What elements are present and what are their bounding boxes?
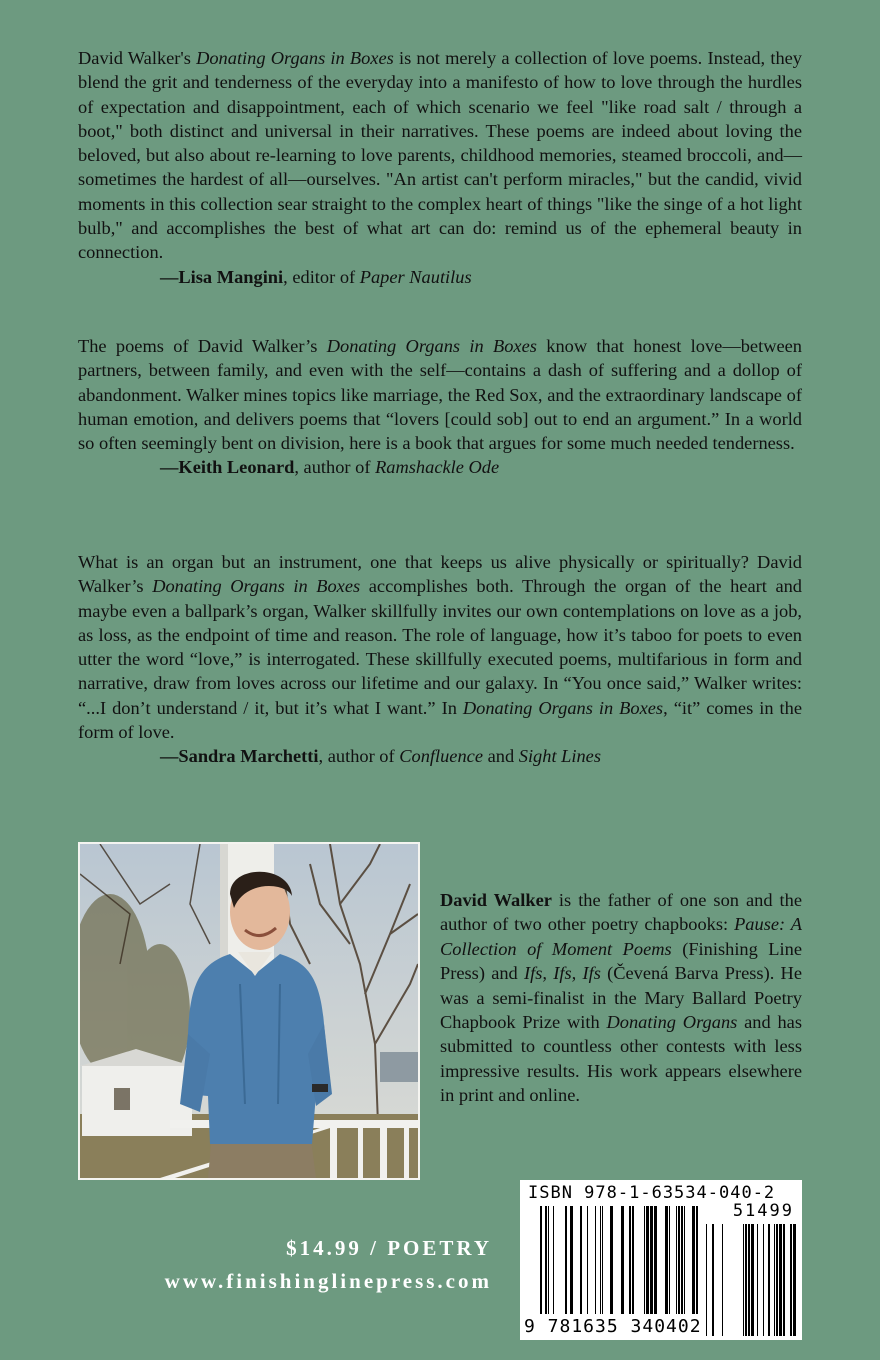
price-and-website xyxy=(165,1232,492,1298)
blurb-text: David Walker's Donating Organs in Boxes is not merely a collection of love poems. Instead, they blend the grit and tenderness of the everyday into a manifesto of how to love through the hurdles of expectation and disappointment, each of which scenario we feel "like road salt / through a boot," both distinct and universal in their narratives. These poems are indeed about loving the beloved, but also about re-learning to love parents, childhood memories, steamed broccoli, and—sometimes the hardest of all—ourselves. "An artist can't perform miracles," but the candid, vivid moments in this collection sear straight to the complex heart of things "like the singe of a hot light bulb," and accomplishes the best of what art can do: remind us of the ephemeral beauty in connection. xyxy=(78,48,802,263)
barcode-bar xyxy=(570,1206,573,1314)
barcode-bar xyxy=(748,1224,750,1336)
isbn-barcode xyxy=(520,1180,802,1340)
barcode-bar xyxy=(632,1206,634,1314)
barcode-bar xyxy=(681,1206,683,1314)
barcode-price-code: 51499 xyxy=(732,1201,794,1221)
barcode-bar xyxy=(621,1206,624,1314)
barcode-bar xyxy=(790,1224,792,1336)
publisher-website: www.finishinglinepress.com xyxy=(164,1269,492,1293)
author-bio: David Walker is the father of one son and the author of two other poetry chapbooks: Pause: A Collection of Moment Poems (Finishing Line Press) and Ifs, Ifs, Ifs (Čevená Barva Press). He was a semi-finalist in the Mary Ballard Poetry Chapbook Prize with Donating Organs and has submitted to countless other contests with less impressive results. His work appears elsewhere in print and online. xyxy=(440,890,803,1106)
barcode-bar xyxy=(548,1206,549,1314)
barcode-bar xyxy=(665,1206,668,1314)
barcode-bar xyxy=(600,1206,601,1314)
blurb-attribution: —Keith Leonard, author of Ramshackle Ode xyxy=(160,457,500,478)
barcode-bar xyxy=(595,1206,596,1314)
barcode-bar xyxy=(553,1206,554,1314)
barcode-bar xyxy=(669,1206,670,1314)
barcode-bar xyxy=(793,1224,796,1336)
barcode-bar xyxy=(629,1206,631,1314)
barcode-bar xyxy=(602,1206,603,1314)
blurb-lisa-mangini xyxy=(78,46,802,289)
price-line: $14.99 / POETRY xyxy=(286,1236,492,1260)
barcode-bar xyxy=(712,1224,714,1336)
blurb-text: What is an organ but an instrument, one that keeps us alive physically or spiritually? David Walker’s Donating Organs in Boxes accomplishes both. Through the organ of the heart and maybe even a ballpark’s organ, Walker skillfully invites our own contemplations on love as a job, as loss, as the endpoint of time and reason. The role of language, how it’s taboo for poets to even utter the word “love,” is interrogated. These skillfully executed poems, multifarious in form and narrative, draw from loves across our lifetime and our galaxy. In “You once said,” Walker writes: “...I don’t understand / it, but it’s what I want.” In Donating Organs in Boxes, “it” comes in the form of love. xyxy=(78,552,803,743)
barcode-bar xyxy=(692,1206,695,1314)
barcode-bar xyxy=(706,1224,707,1336)
barcode-bar xyxy=(722,1224,723,1336)
barcode-bar xyxy=(545,1206,547,1314)
barcode-bar xyxy=(745,1224,747,1336)
barcode-digits: 9 781635 340402 xyxy=(524,1316,702,1337)
barcode-bar xyxy=(610,1206,613,1314)
barcode-bar xyxy=(743,1224,744,1336)
barcode-bar xyxy=(678,1206,680,1314)
barcode-bar xyxy=(783,1224,785,1336)
blurb-text: The poems of David Walker’s Donating Organs in Boxes know that honest love—between partners, between family, and even with the self—contains a dash of suffering and a dollop of abandonment. Walker mines topics like marriage, the Red Sox, and the extraordinary landscape of human emotion, and delivers poems that “lovers [could sob] out to end an argument.” In a world so often seemingly bent on division, here is a book that argues for some much needed tenderness. xyxy=(78,336,802,454)
blurb-keith-leonard xyxy=(78,334,802,479)
isbn-label: ISBN 978-1-63534-040-2 xyxy=(528,1183,776,1203)
barcode-bar xyxy=(751,1224,754,1336)
barcode-bar xyxy=(654,1206,657,1314)
barcode-bar xyxy=(684,1206,685,1314)
barcode-bar xyxy=(644,1206,645,1314)
blurb-sandra-marchetti xyxy=(78,550,802,768)
barcode-bar xyxy=(580,1206,582,1314)
barcode-bar xyxy=(763,1224,764,1336)
barcode-bar xyxy=(565,1206,567,1314)
barcode-bar xyxy=(540,1206,542,1314)
barcode-bar xyxy=(768,1224,770,1336)
barcode-bar xyxy=(757,1224,758,1336)
author-name: David Walker xyxy=(440,890,552,910)
barcode-bar xyxy=(776,1224,778,1336)
blurb-attribution: —Lisa Mangini, editor of Paper Nautilus xyxy=(160,266,472,287)
barcode-bar xyxy=(650,1206,653,1314)
barcode-bar xyxy=(696,1206,698,1314)
barcode-bar xyxy=(587,1206,588,1314)
barcode-bar xyxy=(646,1206,649,1314)
barcode-bar xyxy=(676,1206,677,1314)
blurb-attribution: —Sandra Marchetti, author of Confluence and Sight Lines xyxy=(160,746,602,767)
author-photo xyxy=(78,842,420,1180)
author-photo-illustration xyxy=(80,844,418,1178)
barcode-bar xyxy=(779,1224,782,1336)
barcode-bar xyxy=(774,1224,775,1336)
